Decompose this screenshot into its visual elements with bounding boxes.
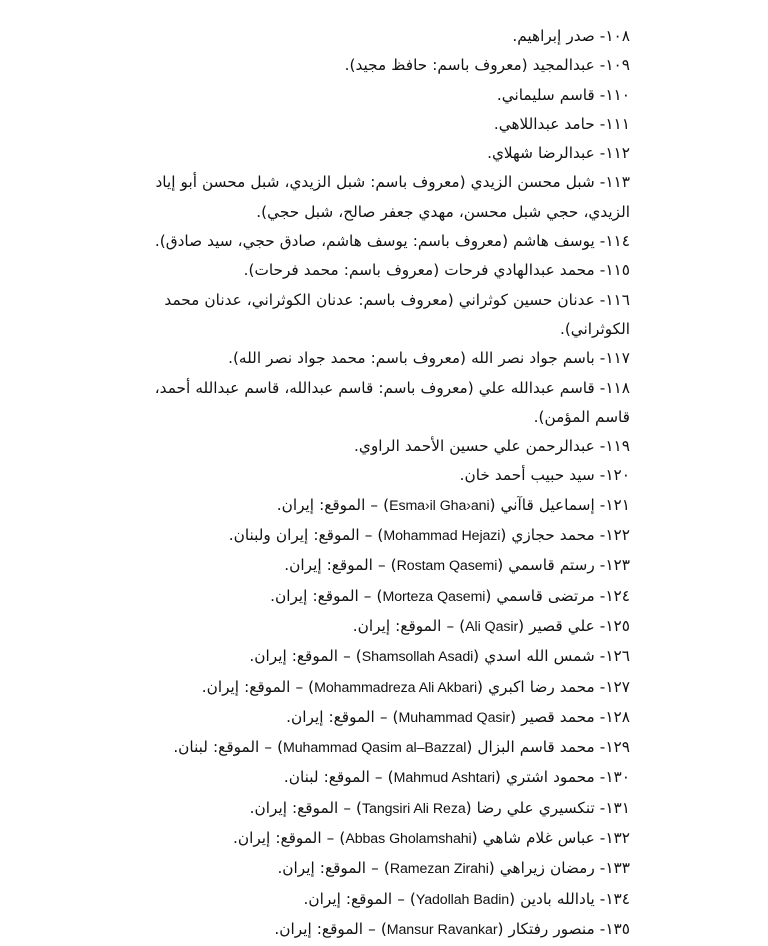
list-item: ١١٨- قاسم عبدالله علي (معروف باسم: قاسم عبدالله، قاسم عبدالله أحمد، قاسم المؤمن). bbox=[154, 378, 630, 426]
item-arabic-name: علي قصير bbox=[529, 616, 595, 635]
list-item: ١١٢- عبدالرضا شهلاي. bbox=[487, 144, 630, 163]
location-label: الموقع: bbox=[319, 859, 367, 878]
item-number: ١٢٥ bbox=[605, 616, 630, 635]
location-label: الموقع: bbox=[313, 526, 360, 545]
item-arabic-name: شبل محسن الزيدي (معروف باسم: شبل الزيدي، شبل محسن أبو إياد الزيدي، حجي شبل محسن، مهدي جعفر صالح، شبل حجي). bbox=[155, 173, 630, 221]
list-item: ١٠٩- عبدالمجيد (معروف باسم: حافظ مجيد). bbox=[344, 56, 630, 75]
item-arabic-name: محمد حجازي bbox=[511, 526, 595, 545]
item-arabic-name: عبدالمجيد (معروف باسم: حافظ مجيد). bbox=[344, 56, 595, 75]
item-latin-transliteration: Mohammad Hejazi bbox=[383, 528, 501, 545]
item-number: ١٢٣ bbox=[605, 556, 630, 575]
item-arabic-name: محمد رضا اكبري bbox=[488, 677, 595, 696]
list-item: ١٢٠- سيد حبيب أحمد خان. bbox=[459, 466, 630, 485]
item-arabic-name: باسم جواد نصر الله (معروف باسم: محمد جواد نصر الله). bbox=[228, 349, 595, 368]
location-label: الموقع: bbox=[328, 707, 375, 726]
item-number: ١٢١ bbox=[605, 495, 630, 514]
list-item: ١٢٧- محمد رضا اكبري (Mohammadreza Ali Akbari) – الموقع: إيران. bbox=[201, 677, 630, 696]
item-number: ١٢٢ bbox=[605, 526, 630, 545]
location-label: الموقع: bbox=[345, 889, 393, 908]
item-latin-transliteration: Abbas Gholamshahi bbox=[345, 831, 472, 848]
item-arabic-name: محمد قصير bbox=[521, 707, 595, 726]
item-number: ١١٤ bbox=[605, 232, 630, 251]
location-value: إيران. bbox=[276, 495, 315, 514]
item-arabic-name: شمس الله اسدي bbox=[484, 647, 595, 666]
item-number: ١١٣ bbox=[605, 173, 630, 192]
location-value: لبنان. bbox=[173, 738, 208, 757]
item-number: ١٣٠ bbox=[605, 768, 630, 787]
item-arabic-name: صدر إبراهيم. bbox=[512, 27, 595, 45]
location-label: الموقع: bbox=[316, 919, 364, 938]
item-number: ١١٦ bbox=[605, 290, 630, 309]
separator-dash: – bbox=[343, 798, 351, 817]
item-arabic-name: يادالله بادين bbox=[520, 889, 595, 908]
item-arabic-name: إسماعيل قاآني bbox=[500, 495, 595, 514]
list-item: ١٢٩- محمد قاسم البزال (Muhammad Qasim al–Bazzal) – الموقع: لبنان. bbox=[173, 738, 630, 757]
item-latin-transliteration: Rostam Qasemi bbox=[396, 558, 498, 575]
item-number: ١٣١ bbox=[605, 798, 630, 817]
location-label: الموقع: bbox=[323, 768, 370, 787]
list-item: ١٢٨- محمد قصير (Muhammad Qasir) – الموقع: إيران. bbox=[286, 707, 630, 726]
item-number: ١٢٩ bbox=[605, 738, 630, 757]
separator-dash: – bbox=[397, 889, 405, 908]
item-latin-transliteration: Shamsollah Asadi bbox=[361, 649, 474, 666]
location-value: إيران. bbox=[274, 919, 312, 938]
location-value: إيران. bbox=[286, 707, 324, 726]
item-number: ١٣٥ bbox=[605, 919, 630, 938]
list-item: ١٣٤- يادالله بادين (Yadollah Badin) – الموقع: إيران. bbox=[303, 889, 630, 908]
item-number: ١١٩ bbox=[605, 437, 630, 456]
separator-dash: – bbox=[343, 647, 351, 666]
item-number: ١١٨ bbox=[605, 378, 630, 397]
list-item: ١١١- حامد عبداللاهي. bbox=[493, 114, 630, 133]
list-item: ١١٥- محمد عبدالهادي فرحات (معروف باسم: محمد فرحات). bbox=[243, 261, 630, 280]
item-arabic-name: تنكسيري علي رضا bbox=[476, 798, 595, 817]
item-number: ١٣٣ bbox=[605, 859, 630, 878]
item-latin-transliteration: Ali Qasir bbox=[465, 618, 519, 635]
location-value: لبنان. bbox=[283, 768, 319, 787]
item-latin-transliteration: Tangsiri Ali Reza bbox=[362, 800, 466, 817]
item-latin-transliteration: Muhammad Qasim al–Bazzal bbox=[283, 740, 467, 757]
separator-dash: – bbox=[264, 738, 273, 757]
item-number: ١١٢ bbox=[605, 144, 630, 163]
item-number: ١٢٧ bbox=[605, 677, 630, 696]
item-number: ١٢٦ bbox=[605, 647, 630, 666]
item-latin-transliteration: Ramezan Zirahi bbox=[389, 861, 489, 878]
list-item: ١٢١- إسماعيل قاآني (Esma›il Gha›ani) – الموقع: إيران. bbox=[276, 495, 630, 514]
separator-dash: – bbox=[446, 616, 455, 635]
list-item: ١١٧- باسم جواد نصر الله (معروف باسم: محمد جواد نصر الله). bbox=[228, 349, 630, 368]
item-latin-transliteration: Mohammadreza Ali Akbari bbox=[314, 679, 478, 696]
separator-dash: – bbox=[295, 677, 304, 696]
list-item: ١٢٤- مرتضى قاسمي (Morteza Qasemi) – الموقع: إيران. bbox=[270, 586, 630, 605]
location-value: إيران. bbox=[277, 859, 315, 878]
item-number: ١٣٢ bbox=[605, 829, 630, 848]
separator-dash: – bbox=[326, 829, 335, 848]
location-value: إيران. bbox=[270, 586, 308, 605]
item-arabic-name: قاسم سليماني. bbox=[496, 85, 595, 104]
item-latin-transliteration: Mahmud Ashtari bbox=[393, 770, 495, 787]
separator-dash: – bbox=[377, 556, 386, 575]
location-value: إيران ولبنان. bbox=[228, 526, 309, 545]
item-number: ١٣٤ bbox=[605, 889, 630, 908]
list-item: ١١٩- عبدالرحمن علي حسين الأحمد الراوي. bbox=[354, 437, 630, 456]
location-value: إيران. bbox=[284, 556, 322, 575]
item-number: ١١١ bbox=[605, 114, 630, 133]
item-number: ١١٥ bbox=[605, 261, 630, 280]
item-number: ١١٠ bbox=[605, 85, 630, 104]
location-label: الموقع: bbox=[244, 677, 291, 696]
item-arabic-name: عباس غلام شاهي bbox=[482, 829, 595, 848]
item-number: ١١٧ bbox=[605, 349, 630, 368]
item-arabic-name: منصور رفتكار bbox=[508, 919, 595, 938]
location-value: إيران. bbox=[352, 616, 391, 635]
item-latin-transliteration: Morteza Qasemi bbox=[382, 588, 486, 605]
item-latin-transliteration: Yadollah Badin bbox=[415, 891, 510, 908]
item-latin-transliteration: Esma›il Gha›ani bbox=[389, 497, 490, 514]
list-item: ١٣٣- رمضان زيراهي (Ramezan Zirahi) – الموقع: إيران. bbox=[277, 859, 630, 878]
list-item: ١١٦- عدنان حسين كوثراني (معروف باسم: عدنان الكوثراني، عدنان محمد الكوثراني). bbox=[164, 290, 630, 338]
location-label: الموقع: bbox=[312, 586, 359, 605]
item-arabic-name: حامد عبداللاهي. bbox=[493, 114, 595, 133]
item-number: ١٠٩ bbox=[605, 56, 630, 75]
location-value: إيران. bbox=[249, 798, 287, 817]
item-arabic-name: عدنان حسين كوثراني (معروف باسم: عدنان الكوثراني، عدنان محمد الكوثراني). bbox=[164, 290, 630, 338]
location-label: الموقع: bbox=[291, 647, 339, 666]
item-arabic-name: محمد قاسم البزال bbox=[477, 738, 595, 757]
item-arabic-name: محمد عبدالهادي فرحات (معروف باسم: محمد فرحات). bbox=[243, 261, 595, 280]
item-arabic-name: سيد حبيب أحمد خان. bbox=[459, 466, 595, 485]
location-label: الموقع: bbox=[326, 556, 373, 575]
separator-dash: – bbox=[374, 768, 383, 787]
list-item: ١٢٣- رستم قاسمي (Rostam Qasemi) – الموقع: إيران. bbox=[284, 556, 630, 575]
item-arabic-name: عبدالرضا شهلاي. bbox=[487, 144, 595, 163]
item-arabic-name: مرتضى قاسمي bbox=[496, 586, 595, 605]
location-label: الموقع: bbox=[275, 829, 322, 848]
location-value: إيران. bbox=[232, 829, 271, 848]
item-number: ١٢٤ bbox=[605, 586, 630, 605]
location-value: إيران. bbox=[249, 647, 287, 666]
list-item: ١٢٥- علي قصير (Ali Qasir) – الموقع: إيران. bbox=[352, 616, 630, 635]
list-item: ١١٤- يوسف هاشم (معروف باسم: يوسف هاشم، صادق حجي، سيد صادق). bbox=[154, 232, 630, 251]
item-arabic-name: يوسف هاشم (معروف باسم: يوسف هاشم، صادق حجي، سيد صادق). bbox=[154, 232, 595, 251]
list-item: ١٣١- تنكسيري علي رضا (Tangsiri Ali Reza) – الموقع: إيران. bbox=[249, 798, 630, 817]
list-item: ١٣٢- عباس غلام شاهي (Abbas Gholamshahi) – الموقع: إيران. bbox=[232, 829, 630, 848]
separator-dash: – bbox=[368, 919, 376, 938]
location-label: الموقع: bbox=[319, 495, 366, 514]
separator-dash: – bbox=[363, 586, 372, 605]
location-label: الموقع: bbox=[213, 738, 260, 757]
item-arabic-name: رستم قاسمي bbox=[508, 556, 595, 575]
list-item: ١٢٦- شمس الله اسدي (Shamsollah Asadi) – الموقع: إيران. bbox=[249, 647, 630, 666]
location-value: إيران. bbox=[201, 677, 240, 696]
location-label: الموقع: bbox=[395, 616, 442, 635]
item-arabic-name: رمضان زيراهي bbox=[499, 859, 595, 878]
list-item: ١٠٨- صدر إبراهيم. bbox=[512, 27, 630, 45]
list-item: ١٢٢- محمد حجازي (Mohammad Hejazi) – الموقع: إيران ولبنان. bbox=[228, 526, 630, 545]
item-arabic-name: قاسم عبدالله علي (معروف باسم: قاسم عبدالله، قاسم عبدالله أحمد، قاسم المؤمن). bbox=[154, 378, 630, 426]
separator-dash: – bbox=[379, 707, 388, 726]
list-item: ١٣٥- منصور رفتكار (Mansur Ravankar) – الموقع: إيران. bbox=[274, 919, 630, 938]
list-item: ١١٠- قاسم سليماني. bbox=[496, 85, 630, 104]
item-number: ١٠٨ bbox=[605, 27, 630, 45]
location-label: الموقع: bbox=[292, 798, 339, 817]
location-value: إيران. bbox=[303, 889, 341, 908]
separator-dash: – bbox=[370, 495, 379, 514]
item-latin-transliteration: Muhammad Qasir bbox=[398, 709, 511, 726]
item-number: ١٢٨ bbox=[605, 707, 630, 726]
list-item: ١١٣- شبل محسن الزيدي (معروف باسم: شبل الزيدي، شبل محسن أبو إياد الزيدي، حجي شبل محسن، مهدي جعفر صالح، شبل حجي). bbox=[155, 173, 630, 221]
item-arabic-name: عبدالرحمن علي حسين الأحمد الراوي. bbox=[354, 437, 595, 456]
item-arabic-name: محمود اشتري bbox=[505, 768, 595, 787]
separator-dash: – bbox=[371, 859, 379, 878]
item-number: ١٢٠ bbox=[605, 466, 630, 485]
item-latin-transliteration: Mansur Ravankar bbox=[386, 921, 498, 938]
numbered-name-list bbox=[138, 22, 630, 945]
separator-dash: – bbox=[364, 526, 373, 545]
list-item: ١٣٠- محمود اشتري (Mahmud Ashtari) – الموقع: لبنان. bbox=[283, 768, 630, 787]
